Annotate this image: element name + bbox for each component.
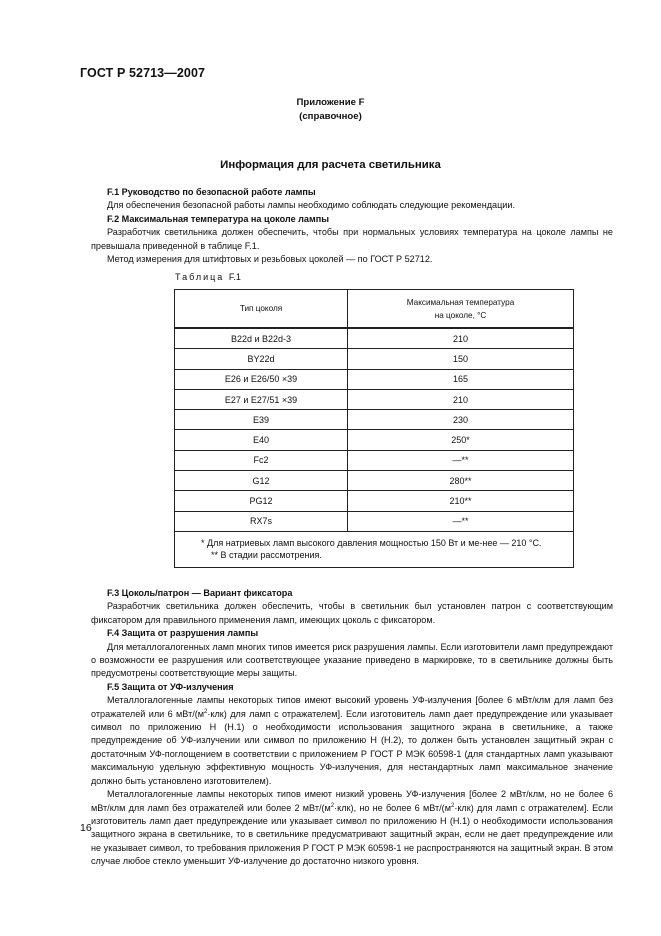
table-row — [175, 369, 574, 389]
table-notes — [175, 531, 574, 567]
appendix-type: (справочное) — [299, 111, 362, 122]
table-caption — [175, 272, 241, 282]
cell-base: E39 — [175, 410, 348, 430]
f5-p1-part1: Металлогалогенные лампы некоторых типов имеют высокий уровень УФ-излучения [более 6 мВт/клм для ламп без отражателей или 6 мВт/(м — [91, 695, 613, 719]
cell-temp: 230 — [348, 410, 574, 430]
table-caption-number: F.1 — [228, 272, 241, 282]
f5-p2-sup1: 2 — [330, 802, 335, 809]
table-row — [175, 410, 574, 430]
cell-temp: 210** — [348, 491, 574, 511]
cell-base: Fc2 — [175, 450, 348, 470]
col-header-max-temp-line2: на цоколе, °С — [434, 310, 487, 320]
cell-base: B22d и B22d-3 — [175, 328, 348, 349]
cell-temp: —** — [348, 511, 574, 531]
cell-temp: 210 — [348, 328, 574, 349]
f5-p1-part2: ·клк) для ламп с отражателем]. Если изготовитель ламп дает предупреждение или указывает символ по приложению Н (Н.1) о необходимости использования защитного экрана в светильнике, а также предупреждение об УФ-излучении или символ по приложению Н (Н.2), то должен быть установлен защитный экран с достаточным УФ-поглощением в соответствии с приложением Р ГОСТ Р МЭК 60598-1 (для стандартных ламп указывают максимальную удельную эффективную мощность УФ-излучения, для нестандартных ламп максимальное значение должно быть установлено изготовителем). — [91, 708, 613, 786]
table-note-2: ** В стадии рассмотрения. — [211, 549, 322, 560]
cell-base: BY22d — [175, 349, 348, 369]
cell-temp: 165 — [348, 369, 574, 389]
section-f5-paragraph-1 — [91, 694, 613, 788]
cell-base: E40 — [175, 430, 348, 450]
cell-temp: —** — [348, 450, 574, 470]
section-f5-heading: F.5 Защита от УФ-излучения — [107, 681, 234, 692]
cell-temp: 150 — [348, 349, 574, 369]
page-number: 16 — [80, 822, 92, 834]
section-f3-text: Разработчик светильника должен обеспечить, чтобы в светильник был установлен патрон с соответствующим фиксатором для правильного применения ламп, имеющих цоколь с фиксатором. — [91, 601, 613, 625]
base-temperature-table — [174, 289, 574, 568]
cell-base: E26 и E26/50 ×39 — [175, 369, 348, 389]
cell-base: PG12 — [175, 491, 348, 511]
f5-p1-sup1: 2 — [204, 708, 208, 715]
cell-base: E27 и E27/51 ×39 — [175, 389, 348, 409]
section-f2-text1: Разработчик светильника должен обеспечить, чтобы при нормальных условиях температура на цоколе лампы не превышала приведенной в таблице F.1. — [91, 227, 613, 251]
table-row — [175, 389, 574, 409]
table-row — [175, 450, 574, 470]
cell-temp: 250* — [348, 430, 574, 450]
cell-temp: 280** — [348, 471, 574, 491]
section-f2-heading: F.2 Максимальная температура на цоколе лампы — [107, 213, 329, 224]
table-row — [175, 430, 574, 450]
table-row — [175, 491, 574, 511]
section-f1-text: Для обеспечения безопасной работы лампы необходимо соблюдать следующие рекомендации. — [107, 200, 515, 211]
sections-f1-f2 — [91, 186, 613, 266]
table-row — [175, 328, 574, 349]
appendix-label: Приложение F — [296, 97, 365, 108]
cell-temp: 210 — [348, 389, 574, 409]
section-f5-paragraph-2 — [91, 788, 613, 868]
section-f1-heading: F.1 Руководство по безопасной работе лампы — [107, 187, 316, 197]
col-header-max-temp — [348, 290, 574, 329]
section-f4-heading: F.4 Защита от разрушения лампы — [107, 628, 259, 639]
page-title: Информация для расчета светильника — [220, 159, 441, 171]
col-header-max-temp-line1: Максимальная температура — [406, 297, 515, 307]
section-f2-text2: Метод измерения для штифтовых и резьбовых цоколей — по ГОСТ Р 52712. — [107, 254, 433, 265]
section-f3-heading: F.3 Цоколь/патрон — Вариант фиксатора — [107, 588, 293, 598]
table-header-row — [175, 290, 574, 329]
table-note-1: * Для натриевых ламп высокого давления мощностью 150 Вт и ме-нее — 210 °С. — [201, 537, 542, 548]
table-notes-row — [175, 531, 574, 567]
f5-p2-part2: ·клк), но не более 6 мВт/(м — [334, 802, 451, 813]
f5-p2-part1: Металлогалогенные лампы некоторых типов имеют низкий уровень УФ-излучения [более 2 мВт/клм, но не более 6 мВт/клм для ламп без отражателей или более 2 мВт/(м — [91, 789, 613, 813]
cell-base: G12 — [175, 471, 348, 491]
document-header: ГОСТ Р 52713—2007 — [80, 66, 206, 80]
sections-f3-f5 — [91, 587, 613, 869]
section-f4-text: Для металлогалогенных ламп многих типов имеется риск разрушения лампы. Если изготовители ламп предупреждают о возможности ее разрушения или соответствующее указание приведено в маркировке, то в светильнике должны быть предусмотрены соответствующие меры защиты. — [91, 641, 613, 679]
table-row — [175, 511, 574, 531]
f5-p2-sup2: 2 — [450, 802, 455, 809]
table-row — [175, 349, 574, 369]
cell-base: RX7s — [175, 511, 348, 531]
col-header-base-type: Тип цоколя — [175, 290, 348, 329]
table-row — [175, 471, 574, 491]
table-caption-word: Таблица — [175, 272, 225, 282]
f5-p2-part3: ·клк) для ламп с отражателем]. Если изготовитель ламп дает предупреждение или указывает символ по приложению Н (Н.1) о необходимости использования защитного экрана в светильнике, то в светильнике предусматривают защитный экран, если не дает предупреждение или не указывает символ, то требования приложения Р ГОСТ Р МЭК 60598-1 не распространяются на защитный экран. В этом случае любое стекло уменьшит УФ-излучение до достаточно низкого уровня. — [91, 802, 614, 867]
